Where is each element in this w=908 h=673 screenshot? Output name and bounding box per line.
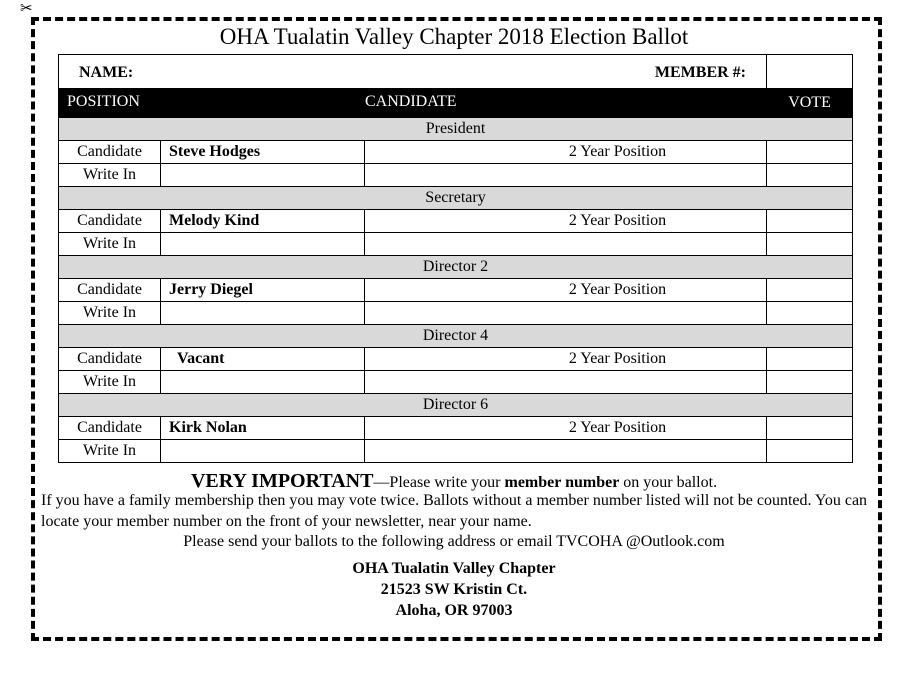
address-line-2: 21523 SW Kristin Ct.	[380, 581, 528, 598]
notice-bold: member number	[504, 474, 620, 491]
row-label: Write In	[59, 164, 161, 187]
section-header	[59, 394, 853, 417]
row-label: Write In	[59, 302, 161, 325]
section-header	[59, 256, 853, 279]
vote-box[interactable]	[767, 164, 853, 187]
candidate-row	[59, 348, 853, 371]
write-in-field[interactable]	[161, 440, 365, 463]
term-cell	[365, 141, 767, 164]
member-number-field[interactable]	[767, 55, 853, 89]
write-in-field[interactable]	[161, 164, 365, 187]
term-label: 2 Year Position	[568, 281, 667, 298]
vote-box[interactable]	[767, 279, 853, 302]
section-header	[59, 187, 853, 210]
candidate-name: Melody Kind	[161, 210, 365, 233]
candidate-row	[59, 417, 853, 440]
ballot-table	[58, 54, 853, 463]
row-label: Candidate	[59, 417, 161, 440]
vote-box[interactable]	[767, 302, 853, 325]
write-in-term	[365, 371, 767, 394]
header-position-label: POSITION	[67, 93, 140, 110]
candidate-row	[59, 210, 853, 233]
term-label: 2 Year Position	[568, 212, 667, 229]
write-in-row	[59, 233, 853, 256]
notice-emphasis: VERY IMPORTANT	[190, 470, 374, 492]
term-label: 2 Year Position	[568, 143, 667, 160]
candidate-name: Jerry Diegel	[161, 279, 365, 302]
candidate-name: Kirk Nolan	[161, 417, 365, 440]
ballot-title: OHA Tualatin Valley Chapter 2018 Election Ballot	[219, 24, 689, 49]
write-in-row	[59, 371, 853, 394]
vote-box[interactable]	[767, 210, 853, 233]
vote-box[interactable]	[767, 141, 853, 164]
write-in-row	[59, 164, 853, 187]
header-position	[59, 89, 365, 118]
candidate-row	[59, 141, 853, 164]
write-in-term	[365, 440, 767, 463]
row-label: Write In	[59, 233, 161, 256]
header-candidate	[365, 89, 767, 118]
candidate-row	[59, 279, 853, 302]
section-header	[59, 118, 853, 141]
candidate-name: Steve Hodges	[161, 141, 365, 164]
row-label: Candidate	[59, 210, 161, 233]
row-label: Candidate	[59, 279, 161, 302]
office-label: Director 4	[59, 325, 853, 348]
address-line-3: Aloha, OR 97003	[395, 602, 513, 619]
row-label: Candidate	[59, 348, 161, 371]
write-in-field[interactable]	[161, 371, 365, 394]
term-label: 2 Year Position	[568, 419, 667, 436]
vote-box[interactable]	[767, 348, 853, 371]
row-label: Write In	[59, 440, 161, 463]
scissors-icon: ✂	[20, 1, 33, 17]
write-in-field[interactable]	[161, 302, 365, 325]
header-vote	[767, 89, 853, 118]
row-label: Write In	[59, 371, 161, 394]
office-label: Secretary	[59, 187, 853, 210]
term-cell	[365, 279, 767, 302]
row-label: Candidate	[59, 141, 161, 164]
important-notice	[0, 470, 908, 493]
write-in-term	[365, 233, 767, 256]
section-header	[59, 325, 853, 348]
term-cell	[365, 210, 767, 233]
write-in-field[interactable]	[161, 233, 365, 256]
member-number-label: MEMBER #:	[654, 64, 747, 81]
term-cell	[365, 417, 767, 440]
notice-lead: —Please write your	[373, 474, 505, 491]
term-cell	[365, 348, 767, 371]
name-label: NAME:	[79, 64, 134, 81]
name-row	[59, 55, 853, 89]
vote-box[interactable]	[767, 233, 853, 256]
name-field[interactable]	[59, 55, 767, 89]
vote-box[interactable]	[767, 417, 853, 440]
write-in-row	[59, 440, 853, 463]
address-line-1: OHA Tualatin Valley Chapter	[352, 560, 556, 577]
write-in-row	[59, 302, 853, 325]
term-label: 2 Year Position	[568, 350, 667, 367]
vote-box[interactable]	[767, 371, 853, 394]
candidate-name: Vacant	[161, 348, 365, 371]
send-instructions: Please send your ballots to the following address or email TVCOHA @Outlook.com	[183, 533, 725, 550]
header-candidate-label: CANDIDATE	[365, 93, 457, 110]
office-label: Director 2	[59, 256, 853, 279]
instructions-paragraph: If you have a family membership then you may vote twice. Ballots without a member number listed will not be counted. You can locate your member number on the front of your newsletter, near your name.	[41, 492, 868, 530]
header-row	[59, 89, 853, 118]
office-label: Director 6	[59, 394, 853, 417]
office-label: President	[59, 118, 853, 141]
notice-tail: on your ballot.	[619, 474, 718, 491]
write-in-term	[365, 164, 767, 187]
vote-box[interactable]	[767, 440, 853, 463]
write-in-term	[365, 302, 767, 325]
header-vote-label: VOTE	[788, 94, 831, 111]
